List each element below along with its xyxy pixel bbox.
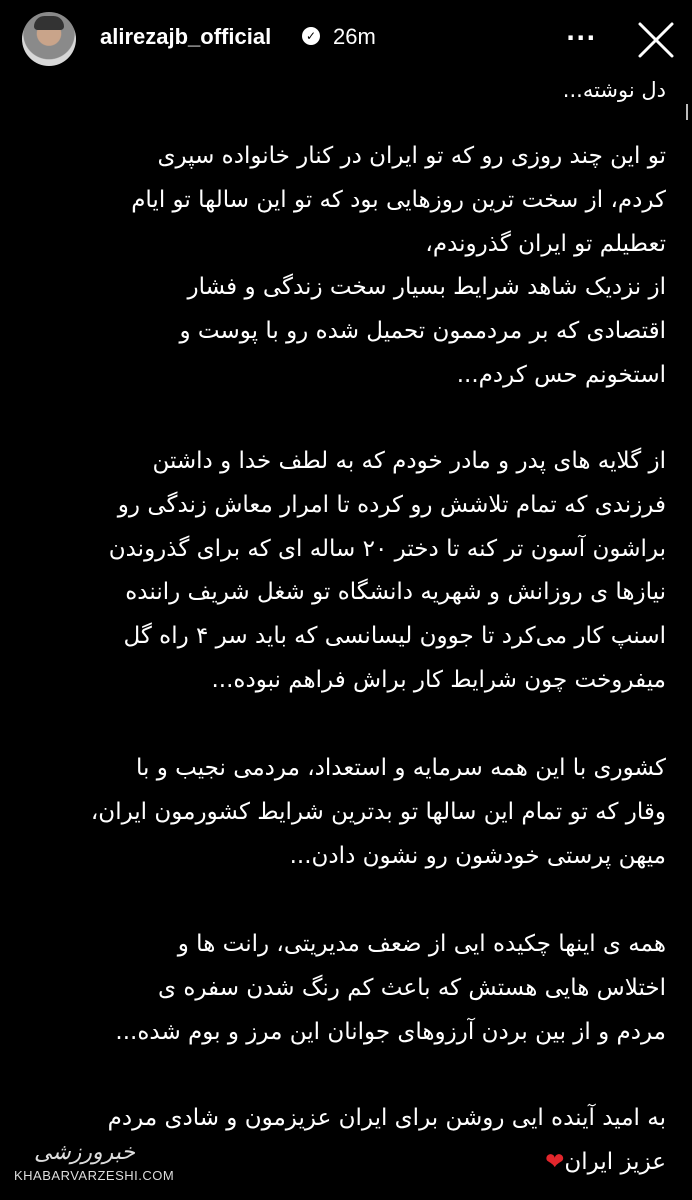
text-line: به امید آینده ایی روشن برای ایران عزیزمون و شادی مردم bbox=[107, 1105, 666, 1131]
text-line: کردم، از سخت ترین روزهایی بود که تو این سالها تو ایام bbox=[131, 186, 666, 213]
paragraph-5 bbox=[108, 1097, 666, 1185]
close-icon[interactable] bbox=[636, 20, 676, 60]
watermark bbox=[14, 1140, 174, 1184]
text-line: میهن پرستی خودشون رو نشون دادن... bbox=[289, 842, 666, 869]
text-line: نیازها ی روزانش و شهریه دانشگاه تو شغل شریف راننده bbox=[125, 579, 666, 606]
text-line: استخونم حس کردم... bbox=[456, 361, 666, 388]
text-line: تو این چند روزی رو که تو ایران در کنار خانواده سپری bbox=[157, 143, 666, 169]
text-line: میفروخت چون شرایط کار براش فراهم نبوده... bbox=[211, 666, 666, 693]
paragraph-4 bbox=[115, 923, 666, 1054]
username[interactable]: alirezajb_official bbox=[100, 24, 272, 49]
avatar[interactable] bbox=[22, 12, 76, 66]
text-line: از گلایه های پدر و مادر خودم که به لطف خدا و داشتن bbox=[152, 448, 666, 474]
post-time: 26m bbox=[333, 24, 376, 49]
text-line: براشون آسون تر کنه تا دختر ۲۰ ساله ای که برای گذروندن bbox=[108, 535, 666, 562]
text-line: اختلاس هایی هستش که باعث کم رنگ شدن سفره ی bbox=[158, 974, 666, 1001]
text-line bbox=[108, 1141, 666, 1185]
text-line: فرزندی که تمام تلاشش رو کرده تا امرار معاش زندگی رو bbox=[117, 491, 666, 518]
more-options-button[interactable]: ... bbox=[566, 18, 597, 46]
paragraph-3 bbox=[91, 747, 666, 878]
text-line: کشوری با این همه سرمایه و استعداد، مردمی نجیب و با bbox=[135, 755, 666, 781]
text-line: همه ی اینها چکیده ایی از ضعف مدیریتی، رانت ها و bbox=[177, 931, 666, 957]
text-line-end: عزیز ایران bbox=[564, 1148, 666, 1175]
heart-icon: ❤ bbox=[545, 1148, 565, 1175]
text-line: اقتصادی که بر مردممون تحمیل شده رو با پوست و bbox=[179, 318, 666, 345]
paragraph-2 bbox=[109, 440, 666, 703]
text-line: از نزدیک شاهد شرایط بسیار سخت زندگی و فشار bbox=[187, 274, 666, 301]
text-line: تعطیلم تو ایران گذروندم، bbox=[425, 230, 666, 257]
paragraph-1 bbox=[131, 135, 666, 398]
verified-badge-icon: ✓ bbox=[302, 27, 320, 45]
text-line: مردم و از بین بردن آرزوهای جوانان این مرز و بوم شده... bbox=[115, 1018, 666, 1045]
text-line: وقار که تو تمام این سالها تو بدترین شرایط کشورمون ایران، bbox=[90, 798, 666, 825]
scrollbar[interactable] bbox=[686, 104, 688, 120]
watermark-url: KHABARVARZESHI.COM bbox=[14, 1168, 175, 1183]
story-title: دل نوشته... bbox=[562, 78, 666, 102]
watermark-logo: خبرورزشی bbox=[34, 1140, 136, 1165]
text-line: اسنپ کار می‌کرد تا جوون لیسانسی که باید سر ۴ راه گل bbox=[123, 623, 666, 650]
